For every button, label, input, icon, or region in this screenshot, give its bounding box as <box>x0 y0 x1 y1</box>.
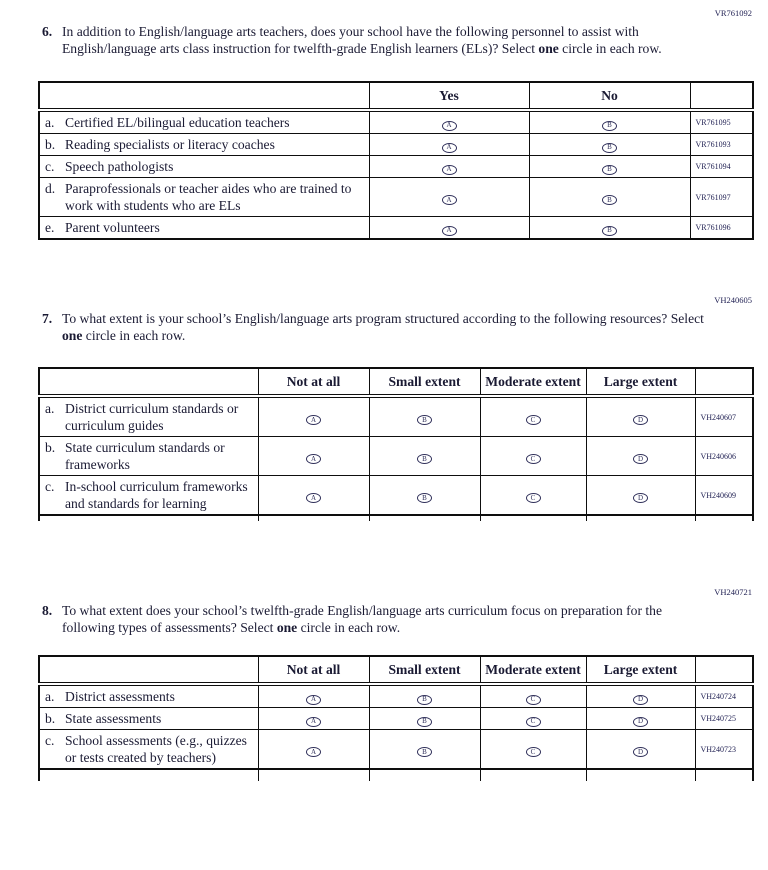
question-8-text <box>62 602 674 636</box>
row-label-cell <box>39 156 369 178</box>
answer-cell <box>369 708 480 730</box>
answer-cell <box>586 396 695 437</box>
table-continuation-stub <box>39 515 753 521</box>
question-6-text-after: circle in each row. <box>558 41 662 56</box>
answer-bubble-moderate-extent[interactable]: C <box>526 747 541 757</box>
answer-cell <box>369 396 480 437</box>
answer-cell <box>586 684 695 708</box>
answer-bubble-small-extent[interactable]: B <box>417 415 432 425</box>
row-prefix: a. <box>45 401 55 416</box>
row-code: VH240609 <box>695 476 753 516</box>
row-code: VH240606 <box>695 437 753 476</box>
answer-bubble-small-extent[interactable]: B <box>417 493 432 503</box>
answer-bubble-not-at-all[interactable]: A <box>306 493 321 503</box>
row-code: VH240724 <box>695 684 753 708</box>
stub-cell <box>695 515 753 521</box>
table-continuation-stub <box>39 769 753 781</box>
question-8-code: VH240721 <box>714 587 752 597</box>
row-prefix: a. <box>45 689 55 704</box>
answer-cell <box>480 730 586 770</box>
answer-bubble-moderate-extent[interactable]: C <box>526 493 541 503</box>
answer-cell <box>480 708 586 730</box>
answer-cell <box>586 708 695 730</box>
table-header-row <box>39 82 753 110</box>
answer-bubble-yes[interactable]: A <box>442 143 457 153</box>
answer-cell <box>586 476 695 516</box>
row-prefix: c. <box>45 733 55 748</box>
row-prefix: e. <box>45 220 55 235</box>
row-label: Certified EL/bilingual education teachers <box>65 115 290 130</box>
stub-cell <box>480 769 586 781</box>
question-7-number: 7. <box>42 311 53 326</box>
answer-bubble-large-extent[interactable]: D <box>633 747 648 757</box>
question-6-code: VR761092 <box>714 8 752 18</box>
answer-bubble-no[interactable]: B <box>602 121 617 131</box>
answer-cell <box>258 684 369 708</box>
row-prefix: b. <box>45 711 56 726</box>
answer-bubble-not-at-all[interactable]: A <box>306 747 321 757</box>
answer-cell <box>480 437 586 476</box>
row-label-cell <box>39 217 369 240</box>
stub-cell <box>480 515 586 521</box>
answer-cell <box>529 178 690 217</box>
table-row <box>39 684 753 708</box>
question-7-text-row <box>38 310 752 344</box>
row-label: State assessments <box>65 711 162 726</box>
question-7-table <box>38 367 754 521</box>
answer-cell <box>369 156 529 178</box>
answer-cell <box>369 684 480 708</box>
row-label-cell <box>39 437 258 476</box>
question-6-text-before: In addition to English/language arts teachers, does your school have the following personnel to assist with English/language arts class instruction for twelfth-grade English learners (ELs)? Select <box>62 24 639 56</box>
question-6-bold-word: one <box>538 41 559 56</box>
answer-bubble-moderate-extent[interactable]: C <box>526 415 541 425</box>
row-label: Parent volunteers <box>65 220 160 235</box>
row-label-cell <box>39 730 258 770</box>
row-code: VR761093 <box>690 134 753 156</box>
answer-cell <box>480 476 586 516</box>
empty-code-header-cell <box>690 82 753 110</box>
header-not-at-all: Not at all <box>258 656 369 684</box>
row-label-cell <box>39 684 258 708</box>
answer-bubble-moderate-extent[interactable]: C <box>526 717 541 727</box>
answer-cell <box>258 437 369 476</box>
row-label-cell <box>39 396 258 437</box>
question-6-block <box>38 8 752 240</box>
answer-cell <box>529 217 690 240</box>
row-label-cell <box>39 134 369 156</box>
answer-bubble-yes[interactable]: A <box>442 226 457 236</box>
row-label-cell <box>39 476 258 516</box>
answer-bubble-large-extent[interactable]: D <box>633 717 648 727</box>
row-code: VR761094 <box>690 156 753 178</box>
question-7-block <box>38 295 752 521</box>
row-label-cell <box>39 708 258 730</box>
question-7-text-before: To what extent is your school’s English/language arts program structured according to the following resources? Select <box>62 311 704 326</box>
row-label: District curriculum standards or curriculum guides <box>65 401 239 433</box>
answer-cell <box>369 110 529 134</box>
answer-bubble-yes[interactable]: A <box>442 195 457 205</box>
header-small-extent: Small extent <box>369 368 480 396</box>
row-label: In-school curriculum frameworks and standards for learning <box>65 479 248 511</box>
table-header-row <box>39 656 753 684</box>
answer-cell <box>586 437 695 476</box>
stub-cell <box>369 769 480 781</box>
row-prefix: b. <box>45 137 56 152</box>
answer-cell <box>369 730 480 770</box>
table-row <box>39 217 753 240</box>
table-row <box>39 110 753 134</box>
header-large-extent: Large extent <box>586 656 695 684</box>
row-code: VH240607 <box>695 396 753 437</box>
question-6-table <box>38 81 754 240</box>
header-moderate-extent: Moderate extent <box>480 656 586 684</box>
table-row <box>39 156 753 178</box>
row-prefix: c. <box>45 479 55 494</box>
answer-bubble-not-at-all[interactable]: A <box>306 717 321 727</box>
row-code: VR761096 <box>690 217 753 240</box>
stub-cell <box>586 769 695 781</box>
answer-bubble-yes[interactable]: A <box>442 121 457 131</box>
header-yes: Yes <box>369 82 529 110</box>
answer-cell <box>369 476 480 516</box>
answer-cell <box>529 134 690 156</box>
row-prefix: c. <box>45 159 55 174</box>
answer-cell <box>480 396 586 437</box>
row-label: District assessments <box>65 689 175 704</box>
answer-cell <box>258 730 369 770</box>
empty-header-cell <box>39 656 258 684</box>
table-header-row <box>39 368 753 396</box>
question-8-block <box>38 587 752 781</box>
answer-bubble-yes[interactable]: A <box>442 165 457 175</box>
answer-bubble-not-at-all[interactable]: A <box>306 454 321 464</box>
table-row <box>39 396 753 437</box>
table-row <box>39 476 753 516</box>
question-8-text-row <box>38 602 752 636</box>
row-code: VH240723 <box>695 730 753 770</box>
header-no: No <box>529 82 690 110</box>
answer-bubble-no[interactable]: B <box>602 226 617 236</box>
header-small-extent: Small extent <box>369 656 480 684</box>
question-6-number: 6. <box>42 24 53 39</box>
row-label: Paraprofessionals or teacher aides who are trained to work with students who are ELs <box>65 181 352 213</box>
table-row <box>39 437 753 476</box>
header-not-at-all: Not at all <box>258 368 369 396</box>
answer-cell <box>369 217 529 240</box>
answer-bubble-small-extent[interactable]: B <box>417 454 432 464</box>
answer-cell <box>586 730 695 770</box>
answer-cell <box>529 156 690 178</box>
stub-cell <box>586 515 695 521</box>
row-prefix: a. <box>45 115 55 130</box>
row-code: VR761095 <box>690 110 753 134</box>
empty-header-cell <box>39 368 258 396</box>
answer-cell <box>369 134 529 156</box>
row-label-cell <box>39 110 369 134</box>
answer-cell <box>258 708 369 730</box>
stub-cell <box>695 769 753 781</box>
answer-bubble-small-extent[interactable]: B <box>417 695 432 705</box>
question-7-text-after: circle in each row. <box>82 328 186 343</box>
question-7-code: VH240605 <box>714 295 752 305</box>
answer-cell <box>258 476 369 516</box>
header-moderate-extent: Moderate extent <box>480 368 586 396</box>
row-label: Speech pathologists <box>65 159 174 174</box>
row-prefix: d. <box>45 181 56 196</box>
answer-bubble-moderate-extent[interactable]: C <box>526 695 541 705</box>
answer-cell <box>529 110 690 134</box>
question-8-bold-word: one <box>276 620 298 635</box>
row-code: VH240725 <box>695 708 753 730</box>
question-8-number: 8. <box>42 603 53 618</box>
row-label: Reading specialists or literacy coaches <box>65 137 275 152</box>
answer-bubble-moderate-extent[interactable]: C <box>526 454 541 464</box>
table-row <box>39 178 753 217</box>
table-row <box>39 134 753 156</box>
row-prefix: b. <box>45 440 56 455</box>
row-code: VR761097 <box>690 178 753 217</box>
table-row <box>39 730 753 770</box>
empty-code-header-cell <box>695 368 753 396</box>
answer-cell <box>369 178 529 217</box>
stub-cell <box>39 769 258 781</box>
row-label-cell <box>39 178 369 217</box>
row-label: School assessments (e.g., quizzes or tests created by teachers) <box>65 733 247 765</box>
answer-bubble-large-extent[interactable]: D <box>633 415 648 425</box>
empty-header-cell <box>39 82 369 110</box>
question-7-text <box>62 310 710 344</box>
question-8-text-before: To what extent does your school’s twelfth-grade English/language arts curriculum focus on preparation for the following types of assessments? Select <box>62 603 663 635</box>
stub-cell <box>39 515 258 521</box>
question-6-text-row <box>38 23 752 57</box>
header-large-extent: Large extent <box>586 368 695 396</box>
answer-cell <box>258 396 369 437</box>
answer-bubble-large-extent[interactable]: D <box>633 493 648 503</box>
question-8-table <box>38 655 754 781</box>
stub-cell <box>369 515 480 521</box>
answer-bubble-small-extent[interactable]: B <box>417 717 432 727</box>
stub-cell <box>258 769 369 781</box>
answer-bubble-not-at-all[interactable]: A <box>306 695 321 705</box>
row-label: State curriculum standards or frameworks <box>65 440 225 472</box>
answer-cell <box>480 684 586 708</box>
empty-code-header-cell <box>695 656 753 684</box>
answer-bubble-large-extent[interactable]: D <box>633 695 648 705</box>
answer-cell <box>369 437 480 476</box>
answer-bubble-no[interactable]: B <box>602 143 617 153</box>
answer-bubble-small-extent[interactable]: B <box>417 747 432 757</box>
question-6-text <box>62 23 687 57</box>
question-8-text-after: circle in each row. <box>297 620 401 635</box>
answer-bubble-large-extent[interactable]: D <box>633 454 648 464</box>
answer-bubble-not-at-all[interactable]: A <box>306 415 321 425</box>
stub-cell <box>258 515 369 521</box>
answer-bubble-no[interactable]: B <box>602 195 617 205</box>
question-7-bold-word: one <box>62 328 83 343</box>
answer-bubble-no[interactable]: B <box>602 165 617 175</box>
table-row <box>39 708 753 730</box>
